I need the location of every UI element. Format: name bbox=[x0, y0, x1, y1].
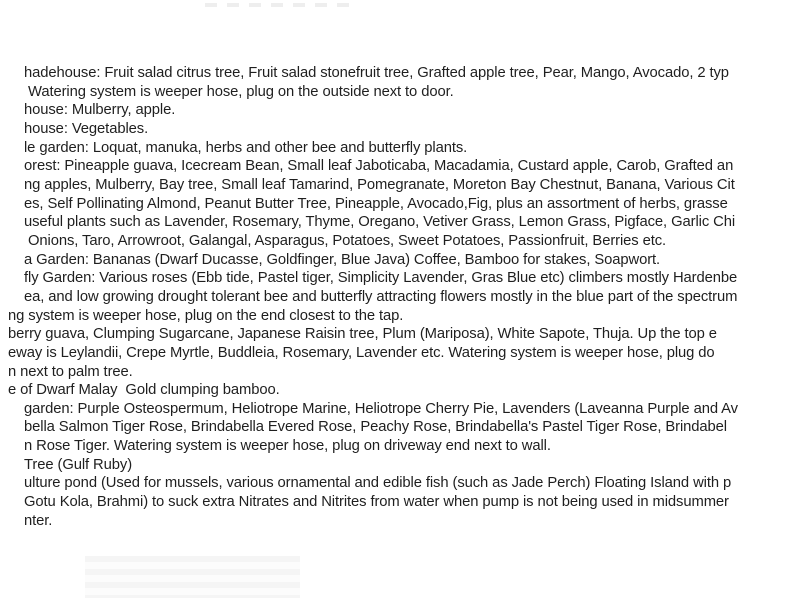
text-line: es, Self Pollinating Almond, Peanut Butter Tree, Pineapple, Avocado,Fig, plus an assortment of herbs, grasse bbox=[24, 195, 728, 212]
top-edge-artifact bbox=[205, 3, 350, 7]
text-line: bella Salmon Tiger Rose, Brindabella Evered Rose, Peachy Rose, Brindabella's Pastel Tiger Rose, Brindabel bbox=[24, 419, 727, 436]
text-line: berry guava, Clumping Sugarcane, Japanese Raisin tree, Plum (Mariposa), White Sapote, Thuja. Up the top e bbox=[8, 326, 717, 343]
text-line: Gotu Kola, Brahmi) to suck extra Nitrates and Nitrites from water when pump is not being used in midsummer bbox=[24, 494, 729, 511]
text-line: ea, and low growing drought tolerant bee and butterfly attracting flowers mostly in the blue part of the spectrum bbox=[24, 288, 738, 305]
text-line: ulture pond (Used for mussels, various ornamental and edible fish (such as Jade Perch) Floating Island with p bbox=[24, 475, 732, 492]
text-line: a Garden: Bananas (Dwarf Ducasse, Goldfinger, Blue Java) Coffee, Bamboo for stakes, Soapwort. bbox=[24, 251, 661, 268]
text-line: Onions, Taro, Arrowroot, Galangal, Asparagus, Potatoes, Sweet Potatoes, Passionfruit, Berries etc. bbox=[24, 232, 667, 249]
text-line: ng apples, Mulberry, Bay tree, Small leaf Tamarind, Pomegranate, Moreton Bay Chestnut, Banana, Various Cit bbox=[24, 176, 735, 193]
text-line: Watering system is weeper hose, plug on the outside next to door. bbox=[24, 83, 454, 100]
text-line: eway is Leylandii, Crepe Myrtle, Buddleia, Rosemary, Lavender etc. Watering system is weeper hose, plug do bbox=[8, 344, 715, 361]
text-line: n next to palm tree. bbox=[8, 363, 133, 380]
bottom-edge-artifact bbox=[85, 556, 300, 598]
text-line: ng system is weeper hose, plug on the end closest to the tap. bbox=[8, 307, 404, 324]
text-line: n Rose Tiger. Watering system is weeper hose, plug on driveway end next to wall. bbox=[24, 438, 551, 455]
text-line: hadehouse: Fruit salad citrus tree, Fruit salad stonefruit tree, Grafted apple tree, Pear, Mango, Avocado, 2 typ bbox=[24, 65, 729, 81]
document-text-block bbox=[0, 64, 800, 530]
text-line: house: Mulberry, apple. bbox=[24, 102, 176, 119]
text-line: garden: Purple Osteospermum, Heliotrope Marine, Heliotrope Cherry Pie, Lavenders (Laveanna Purple and Av bbox=[24, 400, 738, 417]
text-line: nter. bbox=[24, 512, 53, 529]
text-line: le garden: Loquat, manuka, herbs and other bee and butterfly plants. bbox=[24, 139, 468, 156]
text-line: Tree (Gulf Ruby) bbox=[24, 456, 133, 473]
text-line: useful plants such as Lavender, Rosemary, Thyme, Oregano, Vetiver Grass, Lemon Grass, Pigface, Garlic Chi bbox=[24, 214, 736, 231]
text-line: house: Vegetables. bbox=[24, 120, 149, 137]
text-line: e of Dwarf Malay Gold clumping bamboo. bbox=[8, 382, 280, 399]
text-line: orest: Pineapple guava, Icecream Bean, Small leaf Jaboticaba, Macadamia, Custard apple, Carob, Grafted an bbox=[24, 158, 734, 175]
text-line: fly Garden: Various roses (Ebb tide, Pastel tiger, Simplicity Lavender, Gras Blue etc) climbers mostly Hardenbe bbox=[24, 270, 738, 287]
